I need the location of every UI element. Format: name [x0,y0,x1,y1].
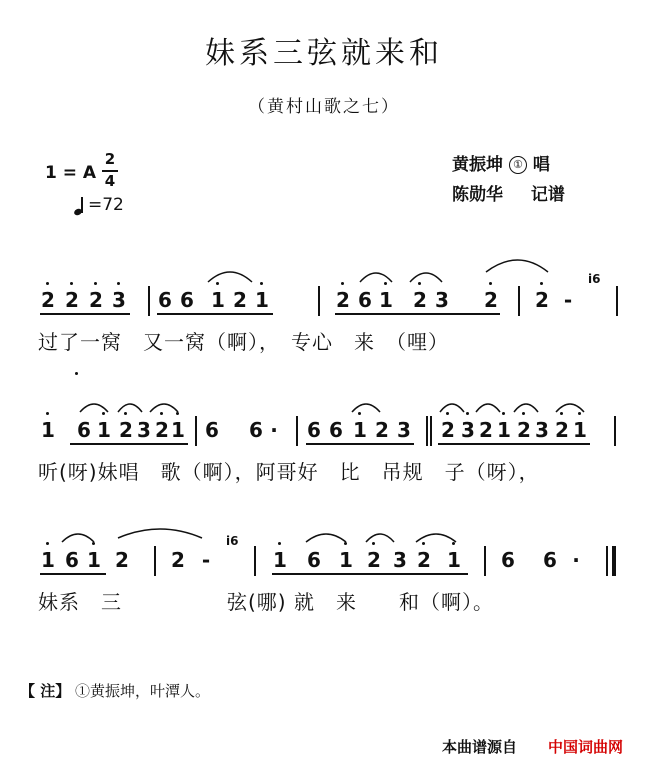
time-signature-bottom: 4 [104,172,116,190]
note: 1 [273,548,287,572]
note: 3 [435,288,449,312]
note: 6 [205,418,219,442]
transcriber-role: 记谱 [530,185,565,205]
note: 1 [41,418,55,442]
note: 3 [112,288,126,312]
slur [118,404,142,412]
note: 1 [497,418,511,442]
slur [150,404,178,412]
page-title: 妹系三弦就来和 [205,36,443,71]
note: 1 [97,418,111,442]
note: 6 [65,548,79,572]
slur [514,404,538,412]
transcriber-name: 陈勋华 [452,185,503,205]
footnote-label: 【 注】 [20,682,71,700]
note: 6 [77,418,91,442]
lyric-line-3: 妹系 三 弦(哪) 就 来 和（啊）。 [38,590,494,614]
note: 3 [137,418,151,442]
grace-note: i6 [226,534,239,548]
note: 6 [307,418,321,442]
note: 6 [329,418,343,442]
note: 6 [501,548,515,572]
note: 2 [555,418,569,442]
note: 2 [517,418,531,442]
note: 2 [479,418,493,442]
slur [410,273,442,282]
quarter-note-icon [74,195,86,215]
note: 2 [233,288,247,312]
time-signature-top: 2 [104,150,116,168]
slur [486,260,548,272]
slur [556,404,584,412]
note: · [270,418,278,442]
note: 6 [158,288,172,312]
transcriber-credit [452,180,565,205]
slur [352,404,380,412]
grace-note: i6 [588,272,601,286]
note: - [201,548,211,572]
note: 2 [89,288,103,312]
slur [80,404,108,412]
note: 2 [417,548,431,572]
note: 2 [375,418,389,442]
note: 6 [307,548,321,572]
source-label: 本曲谱源自 [442,738,518,756]
note: 2 [65,288,79,312]
note: 2 [367,548,381,572]
singer-name: 黄振坤 [452,155,503,175]
note: 2 [41,288,55,312]
singer-credit [452,150,550,175]
note: 2 [413,288,427,312]
lyric-line-2: 听(呀)妹唱 歌（啊），阿哥好 比 吊规 子（呀）， [38,460,540,484]
note: 2 [115,548,129,572]
note: 1 [573,418,587,442]
slur [360,273,392,282]
note: 2 [119,418,133,442]
slur [62,534,94,542]
tempo-mark [74,195,124,215]
note: 6 [358,288,372,312]
slur [208,272,252,282]
note: 3 [535,418,549,442]
subtitle: （黄村山歌之七） [248,97,400,117]
slur [306,534,346,542]
note: 3 [393,548,407,572]
tempo-value: =72 [88,195,124,215]
lyric-line-1: 过了一窝 又一窝（啊）， 专心 来 （哩） [38,330,449,354]
key-signature: 1 = A [45,163,97,183]
source-site-link[interactable]: 中国词曲网 [548,738,624,756]
note: 2 [441,418,455,442]
note: 1 [255,288,269,312]
note: 2 [336,288,350,312]
note: 2 [171,548,185,572]
footnote [20,680,210,701]
note: 6 [249,418,263,442]
note: 1 [211,288,225,312]
slur [366,534,394,542]
note: 6 [180,288,194,312]
note: 2 [155,418,169,442]
slur [118,529,202,538]
note: 3 [461,418,475,442]
slur [476,404,500,412]
note: - [563,288,573,312]
footnote-marker: ① [509,156,527,174]
note: 1 [171,418,185,442]
note: 1 [41,548,55,572]
note: 1 [353,418,367,442]
note: · [572,548,580,572]
note: 2 [484,288,498,312]
note: 3 [397,418,411,442]
note: 1 [339,548,353,572]
note: 1 [447,548,461,572]
note: 6 [543,548,557,572]
final-barline [612,546,616,576]
slur [440,404,464,412]
singer-role: 唱 [532,155,550,175]
footnote-text: ①黄振坤，叶潭人。 [75,682,211,700]
slur [416,534,456,542]
note: 1 [87,548,101,572]
note: 2 [535,288,549,312]
note: 1 [379,288,393,312]
